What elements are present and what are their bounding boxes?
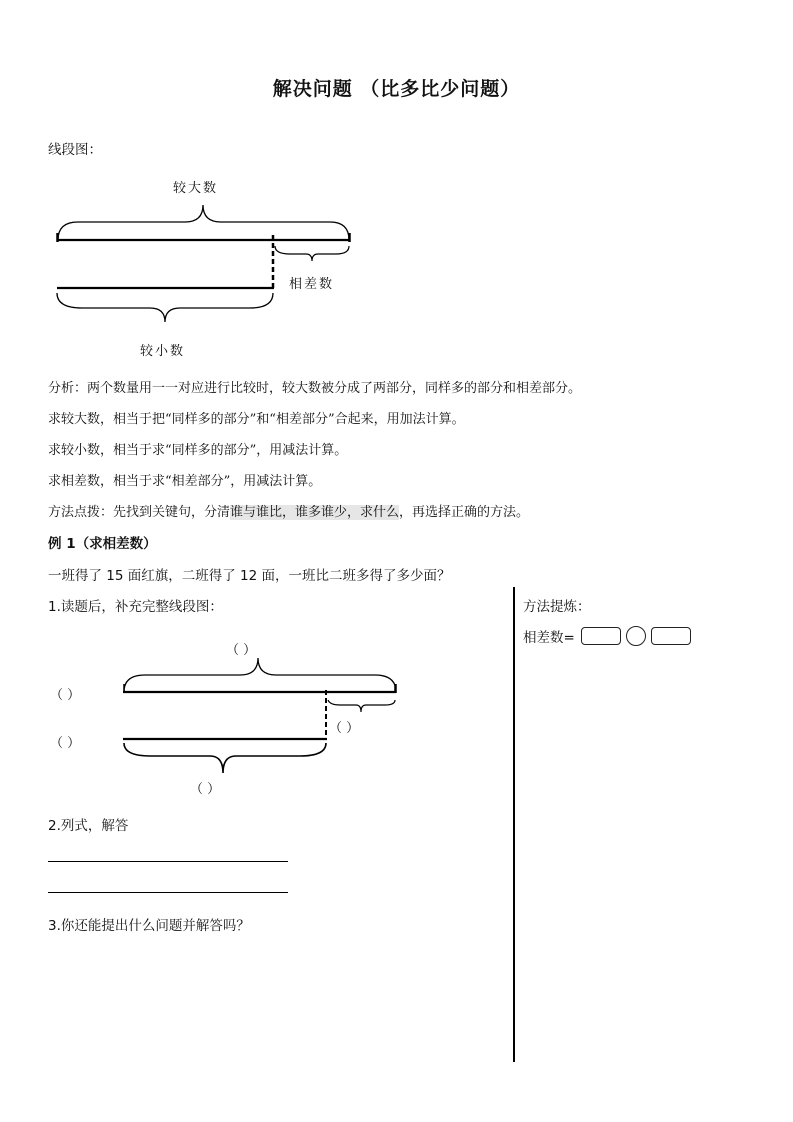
diagram-section-label: 线段图： [48, 142, 102, 158]
blank-larger-total[interactable]: （ ） [226, 643, 257, 658]
blank-top-row-label[interactable]: （ ） [50, 688, 81, 703]
analysis-line-1: 分析：两个数量用一一对应进行比较时，较大数被分成了两部分，同样多的部分和相差部分。 [48, 381, 582, 396]
formula-label: 相差数= [523, 630, 575, 646]
answer-line-2[interactable] [48, 892, 288, 893]
blank-difference[interactable]: （ ） [329, 721, 360, 736]
analysis-line-3: 求较小数，相当于求“同样多的部分”，用减法计算。 [48, 443, 348, 458]
page-title: 解决问题 （比多比少问题） [272, 78, 521, 100]
method-tip-prefix: 方法点拨：先找到关键句，分清 [48, 505, 231, 520]
larger-number-label: 较大数 [173, 181, 219, 196]
step-3-instruction: 3.你还能提出什么问题并解答吗？ [48, 918, 250, 934]
formula-box-2[interactable] [651, 627, 691, 645]
analysis-line-2: 求较大数，相当于把“同样多的部分”和“相差部分”合起来，用加法计算。 [48, 412, 465, 427]
example-heading: 例 1（求相差数） [48, 536, 157, 552]
formula-box-1[interactable] [581, 627, 621, 645]
smaller-number-label: 较小数 [140, 344, 186, 359]
blank-bottom-row-label[interactable]: （ ） [50, 736, 81, 751]
blank-smaller-total[interactable]: （ ） [190, 782, 221, 797]
answer-line-1[interactable] [48, 861, 288, 862]
analysis-line-4: 求相差数，相当于求“相差部分”，用减法计算。 [48, 474, 322, 489]
step-1-instruction: 1.读题后，补充完整线段图： [48, 599, 223, 615]
example-problem: 一班得了 15 面红旗，二班得了 12 面，一班比二班多得了多少面？ [48, 568, 451, 584]
difference-label: 相差数 [289, 277, 335, 292]
method-panel-heading: 方法提炼： [523, 599, 591, 615]
step-2-instruction: 2.列式，解答 [48, 818, 129, 834]
method-tip-highlight: 谁与谁比，谁多谁少，求什么 [230, 505, 400, 520]
formula-operator-circle[interactable] [626, 626, 646, 646]
method-tip-suffix: ，再选择正确的方法。 [399, 505, 530, 520]
